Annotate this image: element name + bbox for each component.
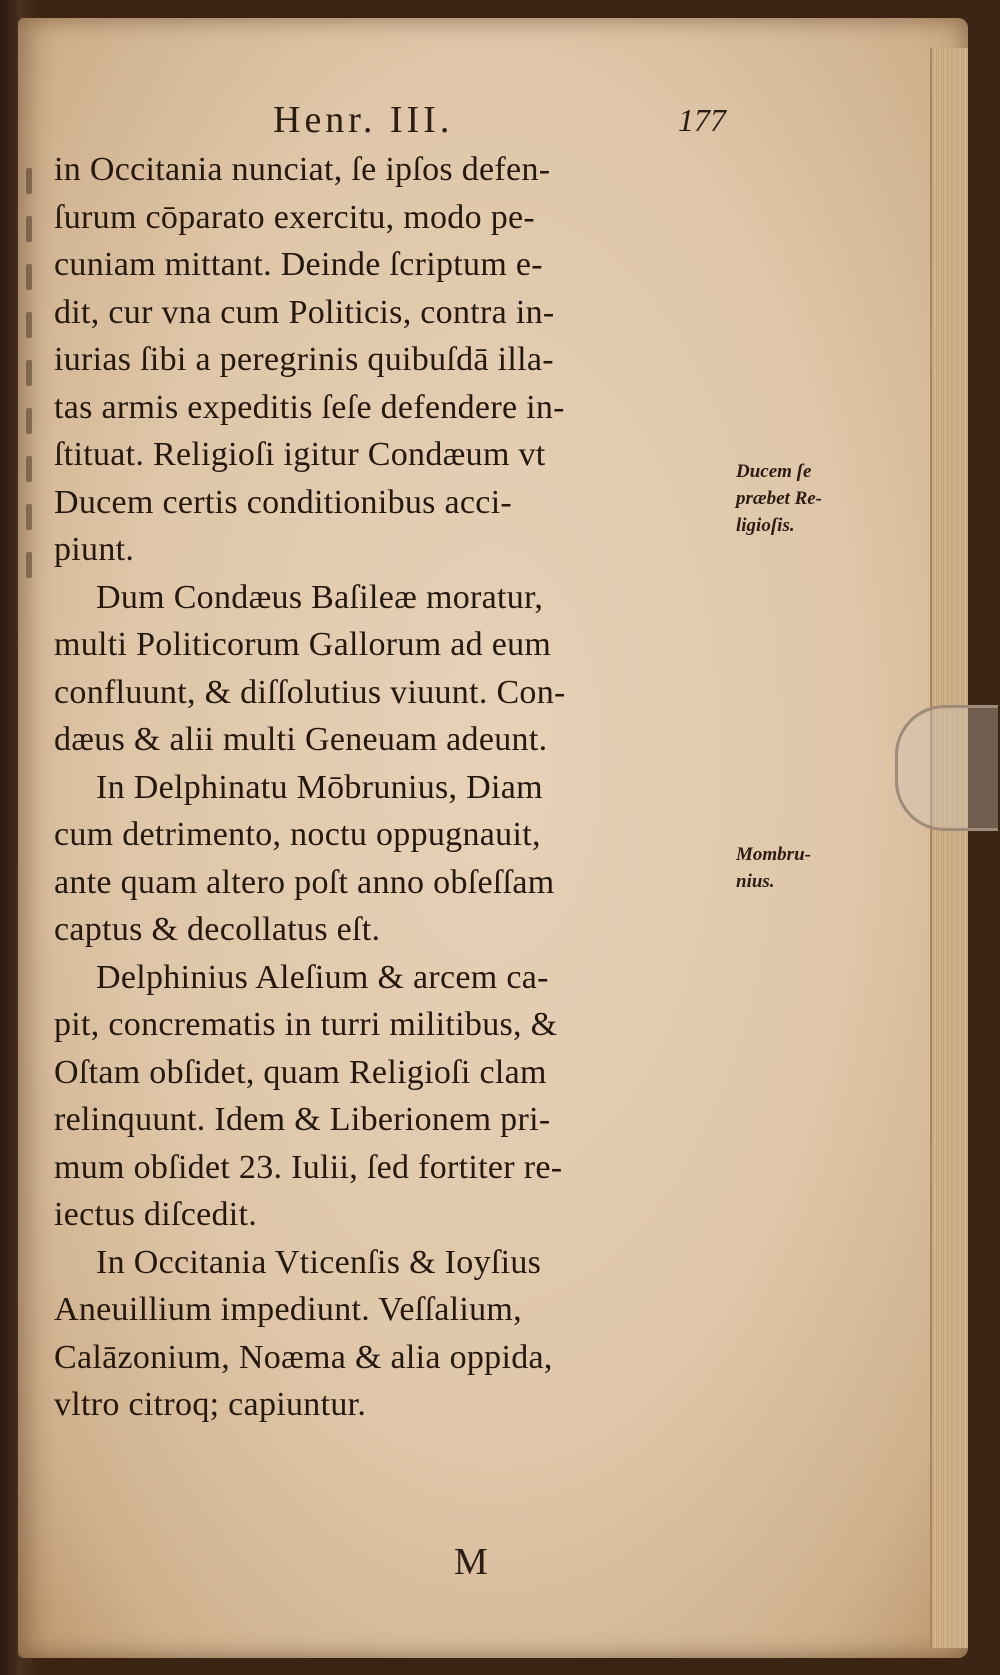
text-line [54, 241, 734, 289]
marginal-note-line: Ducem ſe [736, 461, 812, 482]
line-text: iectus diſcedit. [54, 1196, 258, 1233]
text-line [54, 1049, 734, 1097]
page-number: 177 [678, 102, 726, 138]
text-line [54, 1001, 734, 1049]
text-line [54, 1144, 734, 1192]
line-text: multi Politicorum Gallorum ad eum [54, 626, 552, 663]
text-line [54, 526, 734, 574]
clasp [895, 705, 998, 831]
marginal-note-line: nius. [736, 871, 775, 892]
line-text: cuniam mittant. Deinde ſcriptum e- [54, 246, 543, 283]
line-text: tas armis expeditis ſeſe defendere in- [54, 388, 565, 426]
paragraph-start-line [54, 574, 734, 622]
text-line [54, 479, 734, 527]
text-line [54, 431, 734, 479]
line-text: vltro citroq; capiuntur. [54, 1386, 367, 1423]
text-line [54, 621, 734, 669]
text-line [54, 289, 734, 337]
line-text: Calāzonium, Noæma & alia oppida, [54, 1338, 553, 1376]
text-line [54, 336, 734, 384]
paragraph-start-line [54, 1239, 734, 1287]
marginal-note-line: ligioſis. [736, 515, 795, 536]
paragraph-start-line [54, 764, 734, 812]
line-text: ante quam altero poſt anno obſeſſam [54, 863, 555, 901]
gutter-bleed-marks [18, 168, 40, 618]
line-text: ſurum cōparato exercitu, modo pe- [54, 198, 536, 236]
text-line [54, 1096, 734, 1144]
line-text: Dum Condæus Baſileæ moratur, [96, 578, 544, 616]
text-line [54, 716, 734, 764]
line-text: Ducem certis conditionibus acci- [54, 483, 513, 521]
marginal-note-line: Mombru- [736, 844, 811, 865]
text-line [54, 384, 734, 432]
text-line [54, 1334, 734, 1382]
marginal-note [736, 841, 811, 895]
marginal-note [736, 458, 822, 539]
line-text: dæus & alii multi Geneuam adeunt. [54, 721, 548, 758]
line-text: In Occitania Vticenſis & Ioyſius [96, 1243, 542, 1281]
text-line [54, 146, 734, 194]
line-text: in Occitania nunciat, ſe ipſos defen- [54, 151, 551, 188]
line-text: In Delphinatu Mōbrunius, Diam [96, 768, 543, 806]
line-text: cum detrimento, noctu oppugnauit, [54, 816, 541, 853]
text-line [54, 859, 734, 907]
running-head: Henr. III. [273, 99, 454, 141]
catchword: M [454, 1541, 488, 1583]
text-block [54, 146, 734, 1429]
line-text: iurias ſibi a peregrinis quibuſdā illa- [54, 341, 554, 378]
text-line [54, 1286, 734, 1334]
paragraph-start-line [54, 954, 734, 1002]
page-header [78, 98, 738, 148]
line-text: dit, cur vna cum Politicis, contra in- [54, 293, 555, 331]
marginal-note-line: præbet Re- [736, 488, 823, 509]
text-line [54, 194, 734, 242]
line-text: piunt. [54, 531, 135, 568]
line-text: ſtituat. Religioſi igitur Condæum vt [54, 436, 546, 473]
book-page [18, 18, 968, 1658]
line-text: confluunt, & diſſolutius viuunt. Con- [54, 673, 566, 711]
line-text: mum obſidet 23. Iulii, ſed fortiter re- [54, 1148, 563, 1186]
text-line [54, 811, 734, 859]
text-line [54, 669, 734, 717]
text-line [54, 1191, 734, 1239]
line-text: relinquunt. Idem & Liberionem pri- [54, 1101, 551, 1138]
text-line [54, 906, 734, 954]
line-text: Delphinius Aleſium & arcem ca- [96, 958, 549, 996]
line-text: pit, concrematis in turri militibus, & [54, 1006, 558, 1043]
line-text: Oſtam obſidet, quam Religioſi clam [54, 1053, 547, 1091]
text-line [54, 1381, 734, 1429]
line-text: captus & decollatus eſt. [54, 911, 381, 948]
page-edges [930, 48, 968, 1648]
line-text: Aneuillium impediunt. Veſſalium, [54, 1291, 522, 1328]
